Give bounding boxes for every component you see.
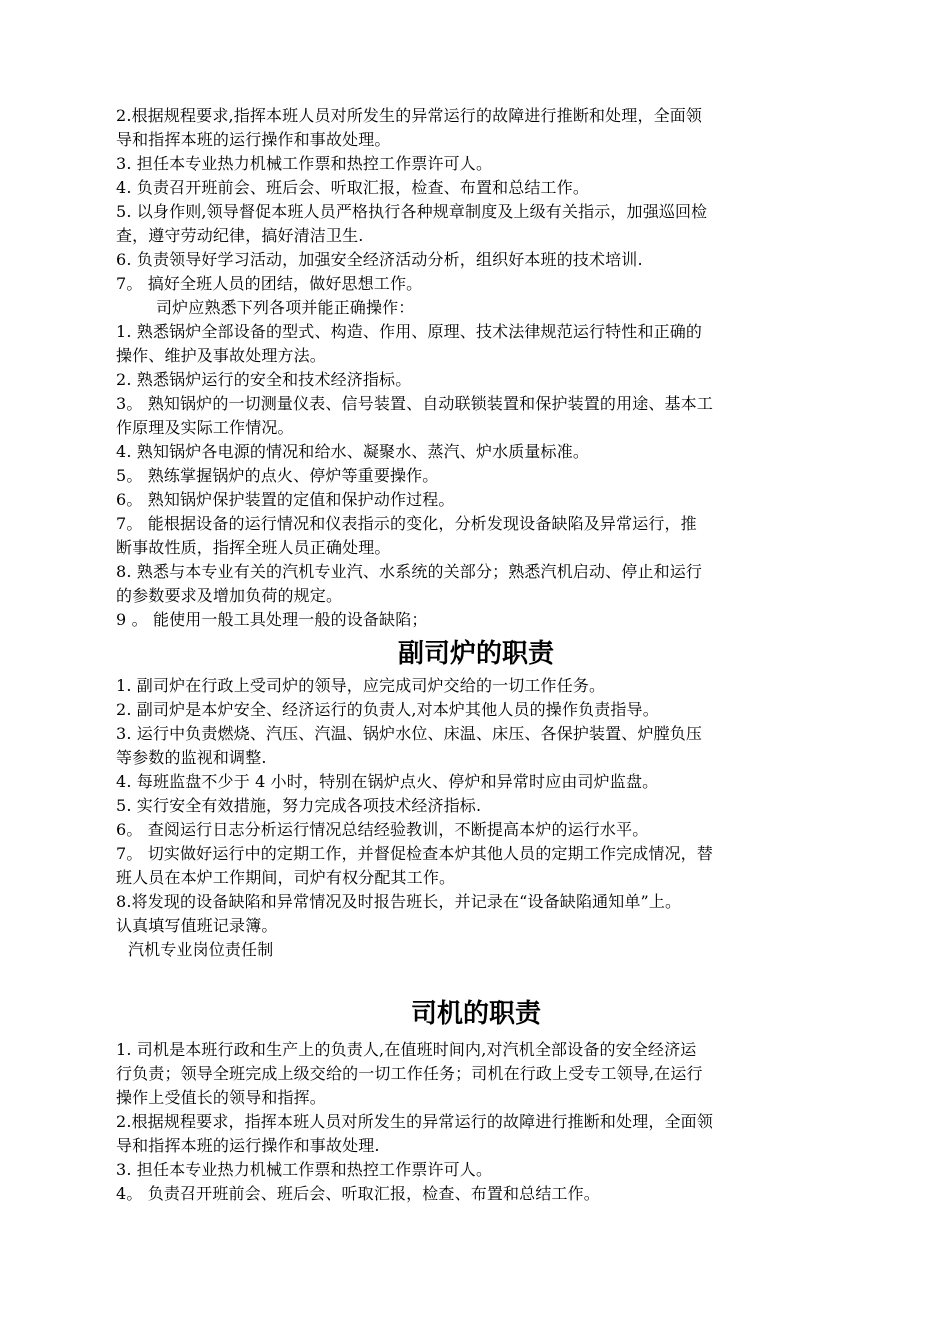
text-line: 导和指挥本班的运行操作和事故处理. xyxy=(116,1136,380,1155)
text-line: 4. 负责召开班前会、班后会、听取汇报，检查、布置和总结工作。 xyxy=(116,178,590,197)
text-line: 2.根据规程要求,指挥本班人员对所发生的异常运行的故障进行推断和处理，全面领 xyxy=(116,106,703,125)
text-line: 3. 担任本专业热力机械工作票和热控工作票许可人。 xyxy=(116,1160,493,1179)
text-line: 2. 熟悉锅炉运行的安全和技术经济指标。 xyxy=(116,370,412,389)
text-line: 8.将发现的设备缺陷和异常情况及时报告班长，并记录在“设备缺陷通知单”上。 xyxy=(116,892,682,911)
text-line: 操作、维护及事故处理方法。 xyxy=(116,346,326,365)
text-line: 7。 搞好全班人员的团结，做好思想工作。 xyxy=(116,274,423,293)
text-line: 查，遵守劳动纪律，搞好清洁卫生. xyxy=(116,226,364,245)
text-line: 导和指挥本班的运行操作和事故处理。 xyxy=(116,130,391,149)
text-line: 3. 担任本专业热力机械工作票和热控工作票许可人。 xyxy=(116,154,493,173)
text-line: 班人员在本炉工作期间，司炉有权分配其工作。 xyxy=(116,868,456,887)
document-page xyxy=(116,104,836,1206)
text-line: 等参数的监视和调整. xyxy=(116,748,267,767)
text-line: 8. 熟悉与本专业有关的汽机专业汽、水系统的关部分；熟悉汽机启动、停止和运行 xyxy=(116,562,703,581)
section-intro: 司炉应熟悉下列各项并能正确操作： xyxy=(156,298,415,317)
text-line: 1. 司机是本班行政和生产上的负责人,在值班时间内,对汽机全部设备的安全经济运 xyxy=(116,1040,697,1059)
section-heading: 司机的职责 xyxy=(410,999,541,1029)
text-line: 7。 能根据设备的运行情况和仪表指示的变化，分析发现设备缺陷及异常运行，推 xyxy=(116,514,697,533)
section-footer-title: 汽机专业岗位责任制 xyxy=(128,940,274,959)
text-line: 1. 熟悉锅炉全部设备的型式、构造、作用、原理、技术法律规范运行特性和正确的 xyxy=(116,322,703,341)
text-line: 5. 以身作则,领导督促本班人员严格执行各种规章制度及上级有关指示，加强巡回检 xyxy=(116,202,708,221)
text-line: 2. 副司炉是本炉安全、经济运行的负责人,对本炉其他人员的操作负责指导。 xyxy=(116,700,659,719)
text-line: 7。 切实做好运行中的定期工作，并督促检查本炉其他人员的定期工作完成情况，替 xyxy=(116,844,713,863)
text-line: 3。 熟知锅炉的一切测量仪表、信号装置、自动联锁装置和保护装置的用途、基本工 xyxy=(116,394,713,413)
section-heading: 副司炉的职责 xyxy=(397,639,554,669)
text-line: 2.根据规程要求，指挥本班人员对所发生的异常运行的故障进行推断和处理，全面领 xyxy=(116,1112,713,1131)
text-line: 1. 副司炉在行政上受司炉的领导，应完成司炉交给的一切工作任务。 xyxy=(116,676,606,695)
text-line: 认真填写值班记录簿。 xyxy=(116,916,278,935)
text-line: 9 。 能使用一般工具处理一般的设备缺陷； xyxy=(116,610,428,629)
text-line: 4. 每班监盘不少于 4 小时，特别在锅炉点火、停炉和异常时应由司炉监盘。 xyxy=(116,772,659,791)
section-2 xyxy=(116,674,836,962)
text-line: 3. 运行中负责燃烧、汽压、汽温、锅炉水位、床温、床压、各保护装置、炉膛负压 xyxy=(116,724,703,743)
text-line: 4。 负责召开班前会、班后会、听取汇报，检查、布置和总结工作。 xyxy=(116,1184,600,1203)
text-line: 6。 熟知锅炉保护装置的定值和保护动作过程。 xyxy=(116,490,455,509)
text-line: 5。 熟练掌握锅炉的点火、停炉等重要操作。 xyxy=(116,466,439,485)
text-line: 6. 负责领导好学习活动，加强安全经济活动分析，组织好本班的技术培训. xyxy=(116,250,643,269)
section-1 xyxy=(116,104,836,632)
text-line: 6。 查阅运行日志分析运行情况总结经验教训，不断提高本炉的运行水平。 xyxy=(116,820,649,839)
text-line: 的参数要求及增加负荷的规定。 xyxy=(116,586,343,605)
text-line: 断事故性质，指挥全班人员正确处理。 xyxy=(116,538,391,557)
section-3 xyxy=(116,1038,836,1206)
text-line: 行负责；领导全班完成上级交给的一切工作任务；司机在行政上受专工领导,在运行 xyxy=(116,1064,703,1083)
text-line: 作原理及实际工作情况。 xyxy=(116,418,294,437)
text-line: 操作上受值长的领导和指挥。 xyxy=(116,1088,326,1107)
text-line: 5. 实行安全有效措施，努力完成各项技术经济指标. xyxy=(116,796,482,815)
text-line: 4. 熟知锅炉各电源的情况和给水、凝聚水、蒸汽、炉水质量标准。 xyxy=(116,442,590,461)
